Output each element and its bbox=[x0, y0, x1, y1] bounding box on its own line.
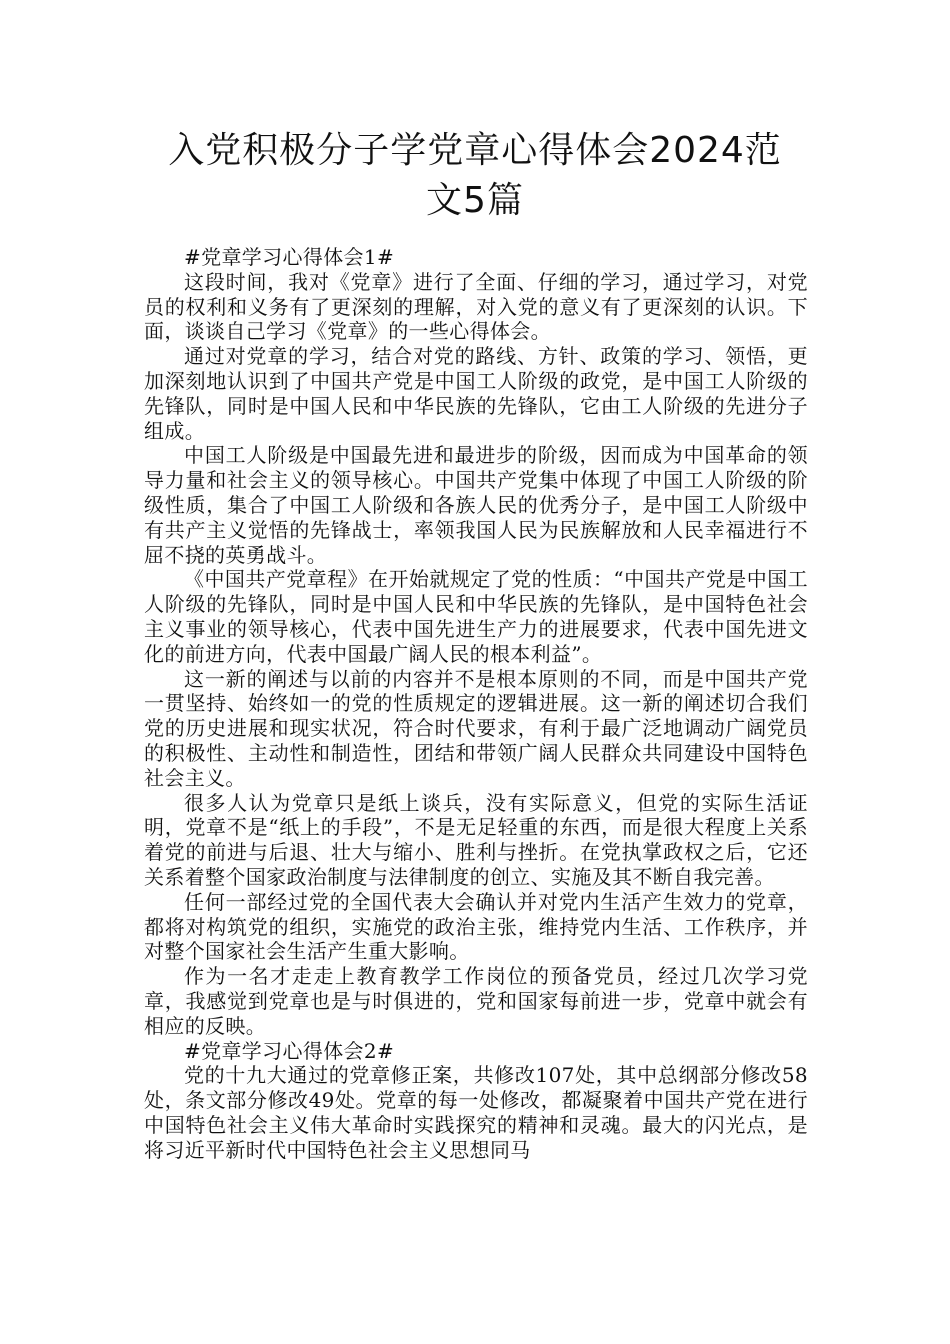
paragraph: 很多人认为党章只是纸上谈兵，没有实际意义，但党的实际生活证明，党章不是“纸上的手段”，不是无足轻重的东西，而是很大程度上关系着党的前进与后退、壮大与缩小、胜利与挫折。在党执掌政权之后，它还关系着整个国家政治制度与法律制度的创立、实施及其不断自我完善。 bbox=[144, 790, 808, 889]
paragraph: 这段时间，我对《党章》进行了全面、仔细的学习，通过学习，对党员的权利和义务有了更深刻的理解，对入党的意义有了更深刻的认识。下面，谈谈自己学习《党章》的一些心得体会。 bbox=[144, 269, 808, 344]
paragraph: 党的十九大通过的党章修正案，共修改107处，其中总纲部分修改58处，条文部分修改49处。党章的每一处修改，都凝聚着中国共产党在进行中国特色社会主义伟大革命时实践探究的精神和灵魂。最大的闪光点，是将习近平新时代中国特色社会主义思想同马 bbox=[144, 1063, 808, 1162]
section-heading-2: #党章学习心得体会2# bbox=[184, 1038, 395, 1063]
paragraph: 通过对党章的学习，结合对党的路线、方针、政策的学习、领悟，更加深刻地认识到了中国共产党是中国工人阶级的政党，是中国工人阶级的先锋队，同时是中国人民和中华民族的先锋队，它由工人阶级的先进分子组成。 bbox=[144, 344, 808, 443]
document-title bbox=[100, 126, 850, 226]
section-heading-1: #党章学习心得体会1# bbox=[184, 245, 395, 269]
paragraph: 任何一部经过党的全国代表大会确认并对党内生活产生效力的党章，都将对构筑党的组织，实施党的政治主张，维持党内生活、工作秩序，并对整个国家社会生活产生重大影响。 bbox=[144, 889, 808, 964]
title-line-1: 入党积极分子学党章心得体会2024范 bbox=[168, 130, 782, 171]
paragraph: 中国工人阶级是中国最先进和最进步的阶级，因而成为中国革命的领导力量和社会主义的领导核心。中国共产党集中体现了中国工人阶级的阶级性质，集合了中国工人阶级和各族人民的优秀分子，是中国工人阶级中有共产主义觉悟的先锋战士，率领我国人民为民族解放和人民幸福进行不屈不挠的英勇战斗。 bbox=[144, 443, 808, 567]
title-line-2: 文5篇 bbox=[426, 180, 524, 221]
paragraph: 作为一名才走走上教育教学工作岗位的预备党员，经过几次学习党章，我感觉到党章也是与时俱进的，党和国家每前进一步，党章中就会有相应的反映。 bbox=[144, 964, 808, 1038]
paragraph: 《中国共产党章程》在开始就规定了党的性质：“中国共产党是中国工人阶级的先锋队，同时是中国人民和中华民族的先锋队，是中国特色社会主义事业的领导核心，代表中国先进生产力的进展要求，代表中国先进文化的前进方向，代表中国最广阔人民的根本利益”。 bbox=[144, 567, 808, 666]
document-body bbox=[144, 245, 808, 1162]
paragraph: 这一新的阐述与以前的内容并不是根本原则的不同，而是中国共产党一贯坚持、始终如一的党的性质规定的逻辑进展。这一新的阐述切合我们党的历史进展和现实状况，符合时代要求，有利于最广泛地调动广阔党员的积极性、主动性和制造性，团结和带领广阔人民群众共同建设中国特色社会主义。 bbox=[144, 666, 808, 790]
